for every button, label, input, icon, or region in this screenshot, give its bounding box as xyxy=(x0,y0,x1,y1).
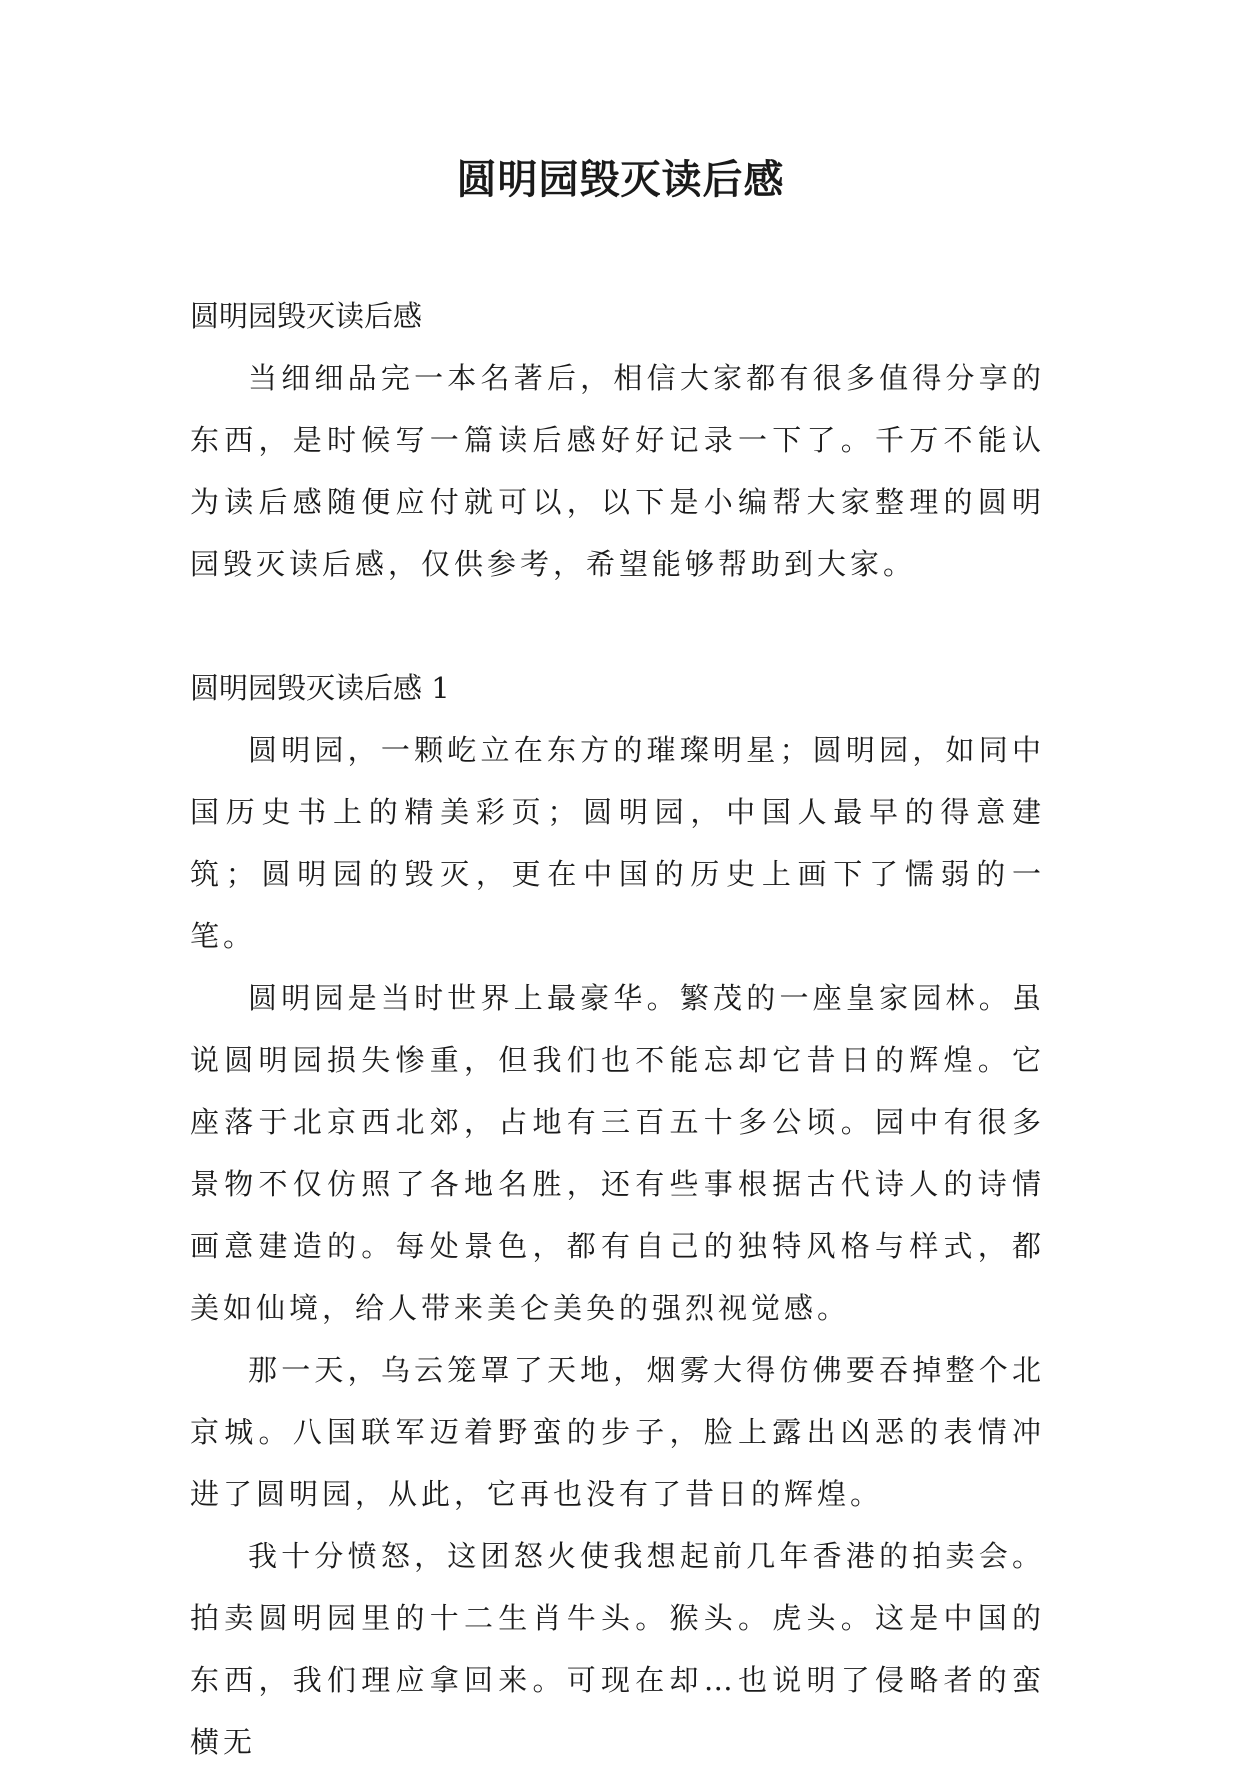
section-spacer xyxy=(190,595,1045,657)
document-body xyxy=(190,285,1045,1773)
essay-1-paragraph-2: 圆明园是当时世界上最豪华。繁茂的一座皇家园林。虽说圆明园损失惨重，但我们也不能忘却它昔日的辉煌。它座落于北京西北郊，占地有三百五十多公顷。园中有很多景物不仅仿照了各地名胜，还有些事根据古代诗人的诗情画意建造的。每处景色，都有自己的独特风格与样式，都美如仙境，给人带来美仑美奂的强烈视觉感。 xyxy=(190,981,1045,1325)
intro-paragraph: 当细细品完一本名著后，相信大家都有很多值得分享的东西，是时候写一篇读后感好好记录一下了。千万不能认为读后感随便应付就可以，以下是小编帮大家整理的圆明园毁灭读后感，仅供参考，希望能够帮助到大家。 xyxy=(190,361,1045,581)
essay-1-paragraph-1: 圆明园，一颗屹立在东方的璀璨明星；圆明园，如同中国历史书上的精美彩页；圆明园，中国人最早的得意建筑；圆明园的毁灭，更在中国的历史上画下了懦弱的一笔。 xyxy=(190,733,1045,953)
intro-heading: 圆明园毁灭读后感 xyxy=(190,299,423,333)
essay-1-paragraph-4: 我十分愤怒，这团怒火使我想起前几年香港的拍卖会。拍卖圆明园里的十二生肖牛头。猴头。虎头。这是中国的东西，我们理应拿回来。可现在却…也说明了侵略者的蛮横无 xyxy=(190,1539,1045,1759)
essay-1-paragraph-3: 那一天，乌云笼罩了天地，烟雾大得仿佛要吞掉整个北京城。八国联军迈着野蛮的步子，脸上露出凶恶的表情冲进了圆明园，从此，它再也没有了昔日的辉煌。 xyxy=(190,1353,1045,1511)
document-title: 圆明园毁灭读后感 xyxy=(456,157,785,203)
essay-1-heading: 圆明园毁灭读后感 1 xyxy=(190,671,450,705)
